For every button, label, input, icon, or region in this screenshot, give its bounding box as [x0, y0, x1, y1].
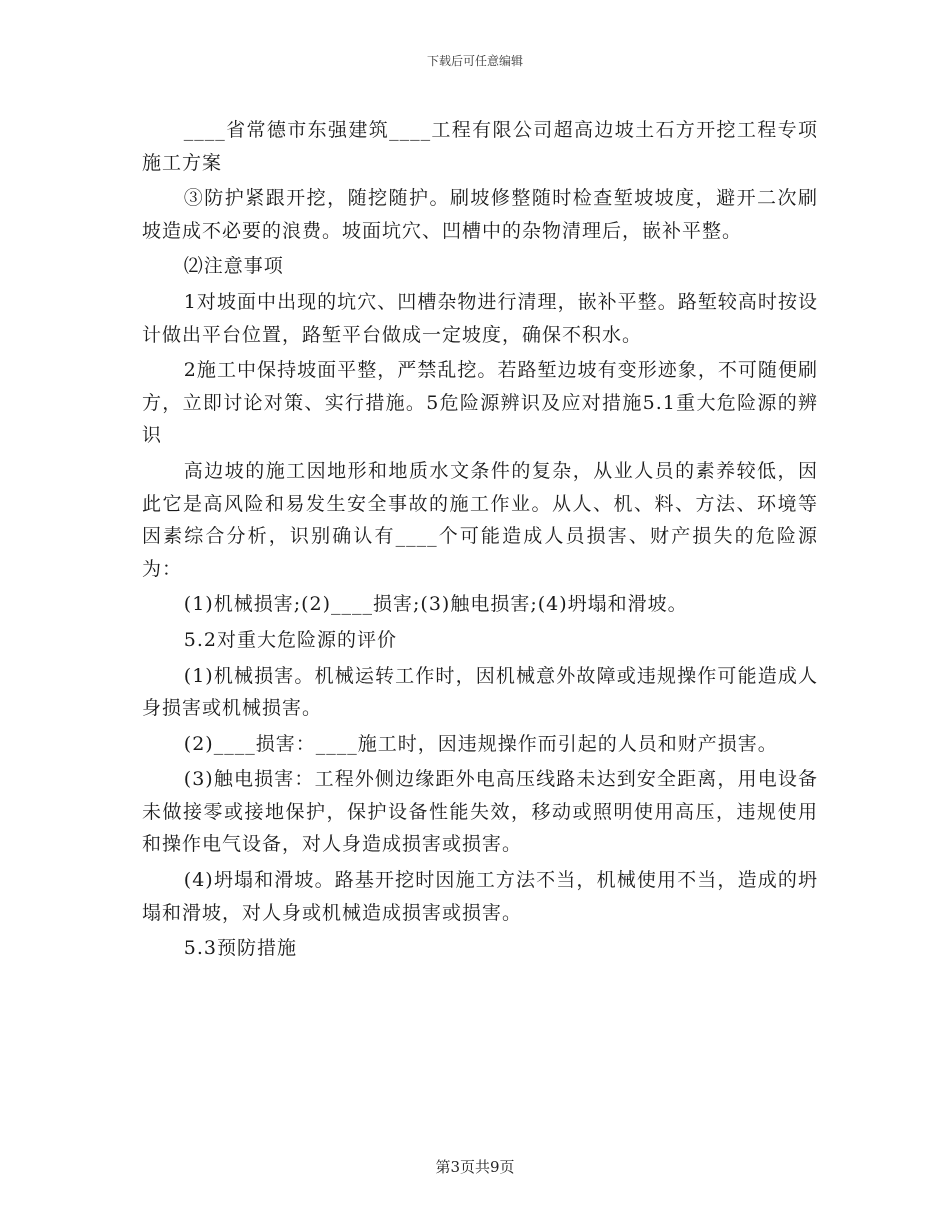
paragraph: ③防护紧跟开挖，随挖随护。刷坡修整随时检查堑坡坡度，避开二次刷坡造成不必要的浪费。坡面坑穴、凹槽中的杂物清理后，嵌补平整。	[142, 187, 818, 242]
section-heading: ⑵注意事项	[183, 255, 284, 278]
paragraph: (4)坍塌和滑坡。路基开挖时因施工方法不当，机械使用不当，造成的坍塌和滑坡，对人身或机械造成损害或损害。	[142, 869, 818, 924]
page-number: 第3页共9页	[435, 1158, 515, 1176]
paragraph: 2施工中保持坡面平整，严禁乱挖。若路堑边坡有变形迹象，不可随便刷方，立即讨论对策、实行措施。5危险源辨识及应对措施5.1重大危险源的辨识	[142, 359, 818, 447]
title-paragraph: ____省常德市东强建筑____工程有限公司超高边坡土石方开挖工程专项施工方案	[142, 119, 818, 174]
paragraph: (3)触电损害：工程外侧边缘距外电高压线路未达到安全距离，用电设备未做接零或接地保护，保护设备性能失效，移动或照明使用高压，违规使用和操作电气设备，对人身造成损害或损害。	[142, 768, 818, 856]
page-header: 下载后可任意编辑	[426, 54, 523, 68]
paragraph: (1)机械损害。机械运转工作时，因机械意外故障或违规操作可能造成人身损害或机械损害。	[142, 664, 818, 720]
section-heading: 5.3预防措施	[183, 937, 298, 960]
paragraph: 高边坡的施工因地形和地质水文条件的复杂，从业人员的素养较低，因此它是高风险和易发生安全事故的施工作业。从人、机、料、方法、环境等因素综合分析，识别确认有____个可能造成人员损害、财产损失的危险源为：	[142, 459, 818, 580]
paragraph: 1对坡面中出现的坑穴、凹槽杂物进行清理，嵌补平整。路堑较高时按设计做出平台位置，路堑平台做成一定坡度，确保不积水。	[142, 290, 818, 346]
hazard-list: (1)机械损害;(2)____损害;(3)触电损害;(4)坍塌和滑坡。	[183, 593, 688, 616]
paragraph: (2)____损害：____施工时，因违规操作而引起的人员和财产损害。	[183, 732, 778, 755]
section-heading: 5.2对重大危险源的评价	[183, 628, 398, 651]
document-body	[142, 114, 818, 968]
